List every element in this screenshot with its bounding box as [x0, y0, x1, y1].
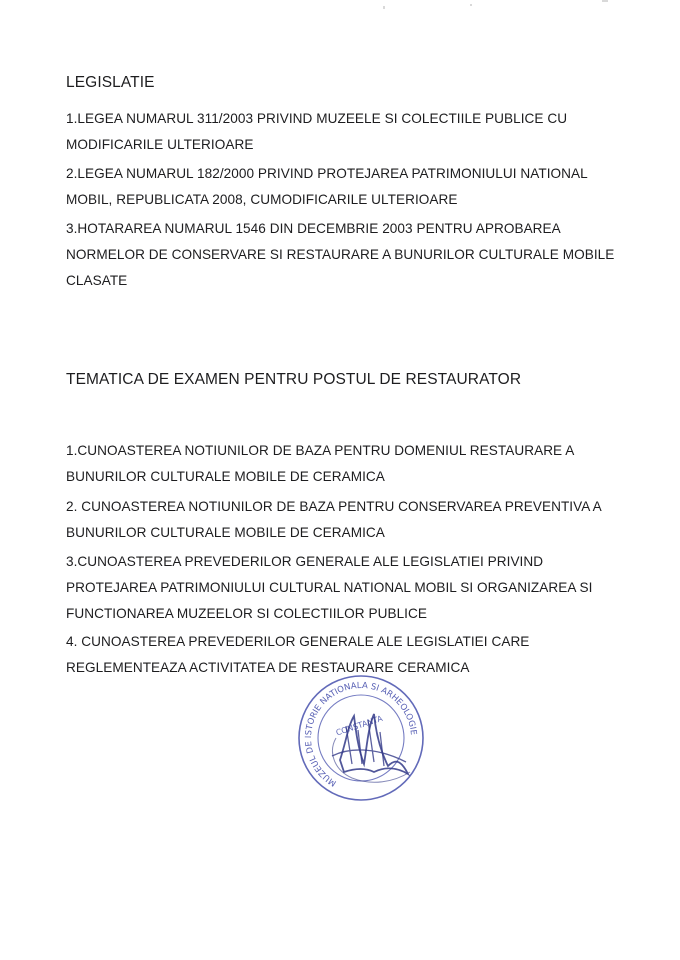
exam-topic-2 [66, 494, 626, 546]
text-line: FUNCTIONAREA MUZEELOR SI COLECTIILOR PUBLICE [66, 606, 427, 621]
text-line: 3.CUNOASTEREA PREVEDERILOR GENERALE ALE LEGISLATIEI PRIVIND [66, 554, 544, 569]
scan-speck [383, 6, 385, 9]
text-line: BUNURILOR CULTURALE MOBILE DE CERAMICA [66, 469, 385, 484]
text-line: 2. CUNOASTEREA NOTIUNILOR DE BAZA PENTRU CONSERVAREA PREVENTIVA A [66, 499, 602, 514]
text-line: MODIFICARILE ULTERIOARE [66, 137, 254, 152]
text-line: 4. CUNOASTEREA PREVEDERILOR GENERALE ALE LEGISLATIEI CARE [66, 634, 530, 649]
text-line: MOBIL, REPUBLICATA 2008, CUMODIFICARILE ULTERIOARE [66, 192, 458, 207]
text-line: CLASATE [66, 273, 128, 288]
text-line: PROTEJAREA PATRIMONIULUI CULTURAL NATIONAL MOBIL SI ORGANIZAREA SI [66, 580, 593, 595]
scan-speck [470, 4, 472, 6]
text-line: NORMELOR DE CONSERVARE SI RESTAURARE A BUNURILOR CULTURALE MOBILE [66, 247, 615, 262]
stamp-city-text: CONSTANTA [334, 713, 384, 738]
museum-stamp [288, 668, 438, 818]
stamp-ring-text: MUZEUL DE ISTORIE NATIONALA SI ARHEOLOGIE [304, 680, 419, 788]
text-line: 2.LEGEA NUMARUL 182/2000 PRIVIND PROTEJAREA PATRIMONIULUI NATIONAL [66, 166, 588, 181]
legislation-item-2 [66, 161, 626, 213]
exam-topic-3 [66, 549, 626, 627]
exam-topic-1 [66, 438, 626, 490]
legislation-heading: LEGISLATIE [66, 74, 155, 91]
legislation-item-3 [66, 216, 626, 294]
text-line: 3.HOTARAREA NUMARUL 1546 DIN DECEMBRIE 2003 PENTRU APROBAREA [66, 221, 561, 236]
exam-topics-heading: TEMATICA DE EXAMEN PENTRU POSTUL DE RESTAURATOR [66, 371, 522, 388]
legislation-item-1 [66, 106, 626, 158]
text-line: 1.LEGEA NUMARUL 311/2003 PRIVIND MUZEELE SI COLECTIILE PUBLICE CU [66, 111, 568, 126]
text-line: BUNURILOR CULTURALE MOBILE DE CERAMICA [66, 525, 385, 540]
scan-speck [602, 0, 608, 2]
text-line: REGLEMENTEAZA ACTIVITATEA DE RESTAURARE CERAMICA [66, 660, 470, 675]
text-line: 1.CUNOASTEREA NOTIUNILOR DE BAZA PENTRU DOMENIUL RESTAURARE A [66, 443, 575, 458]
